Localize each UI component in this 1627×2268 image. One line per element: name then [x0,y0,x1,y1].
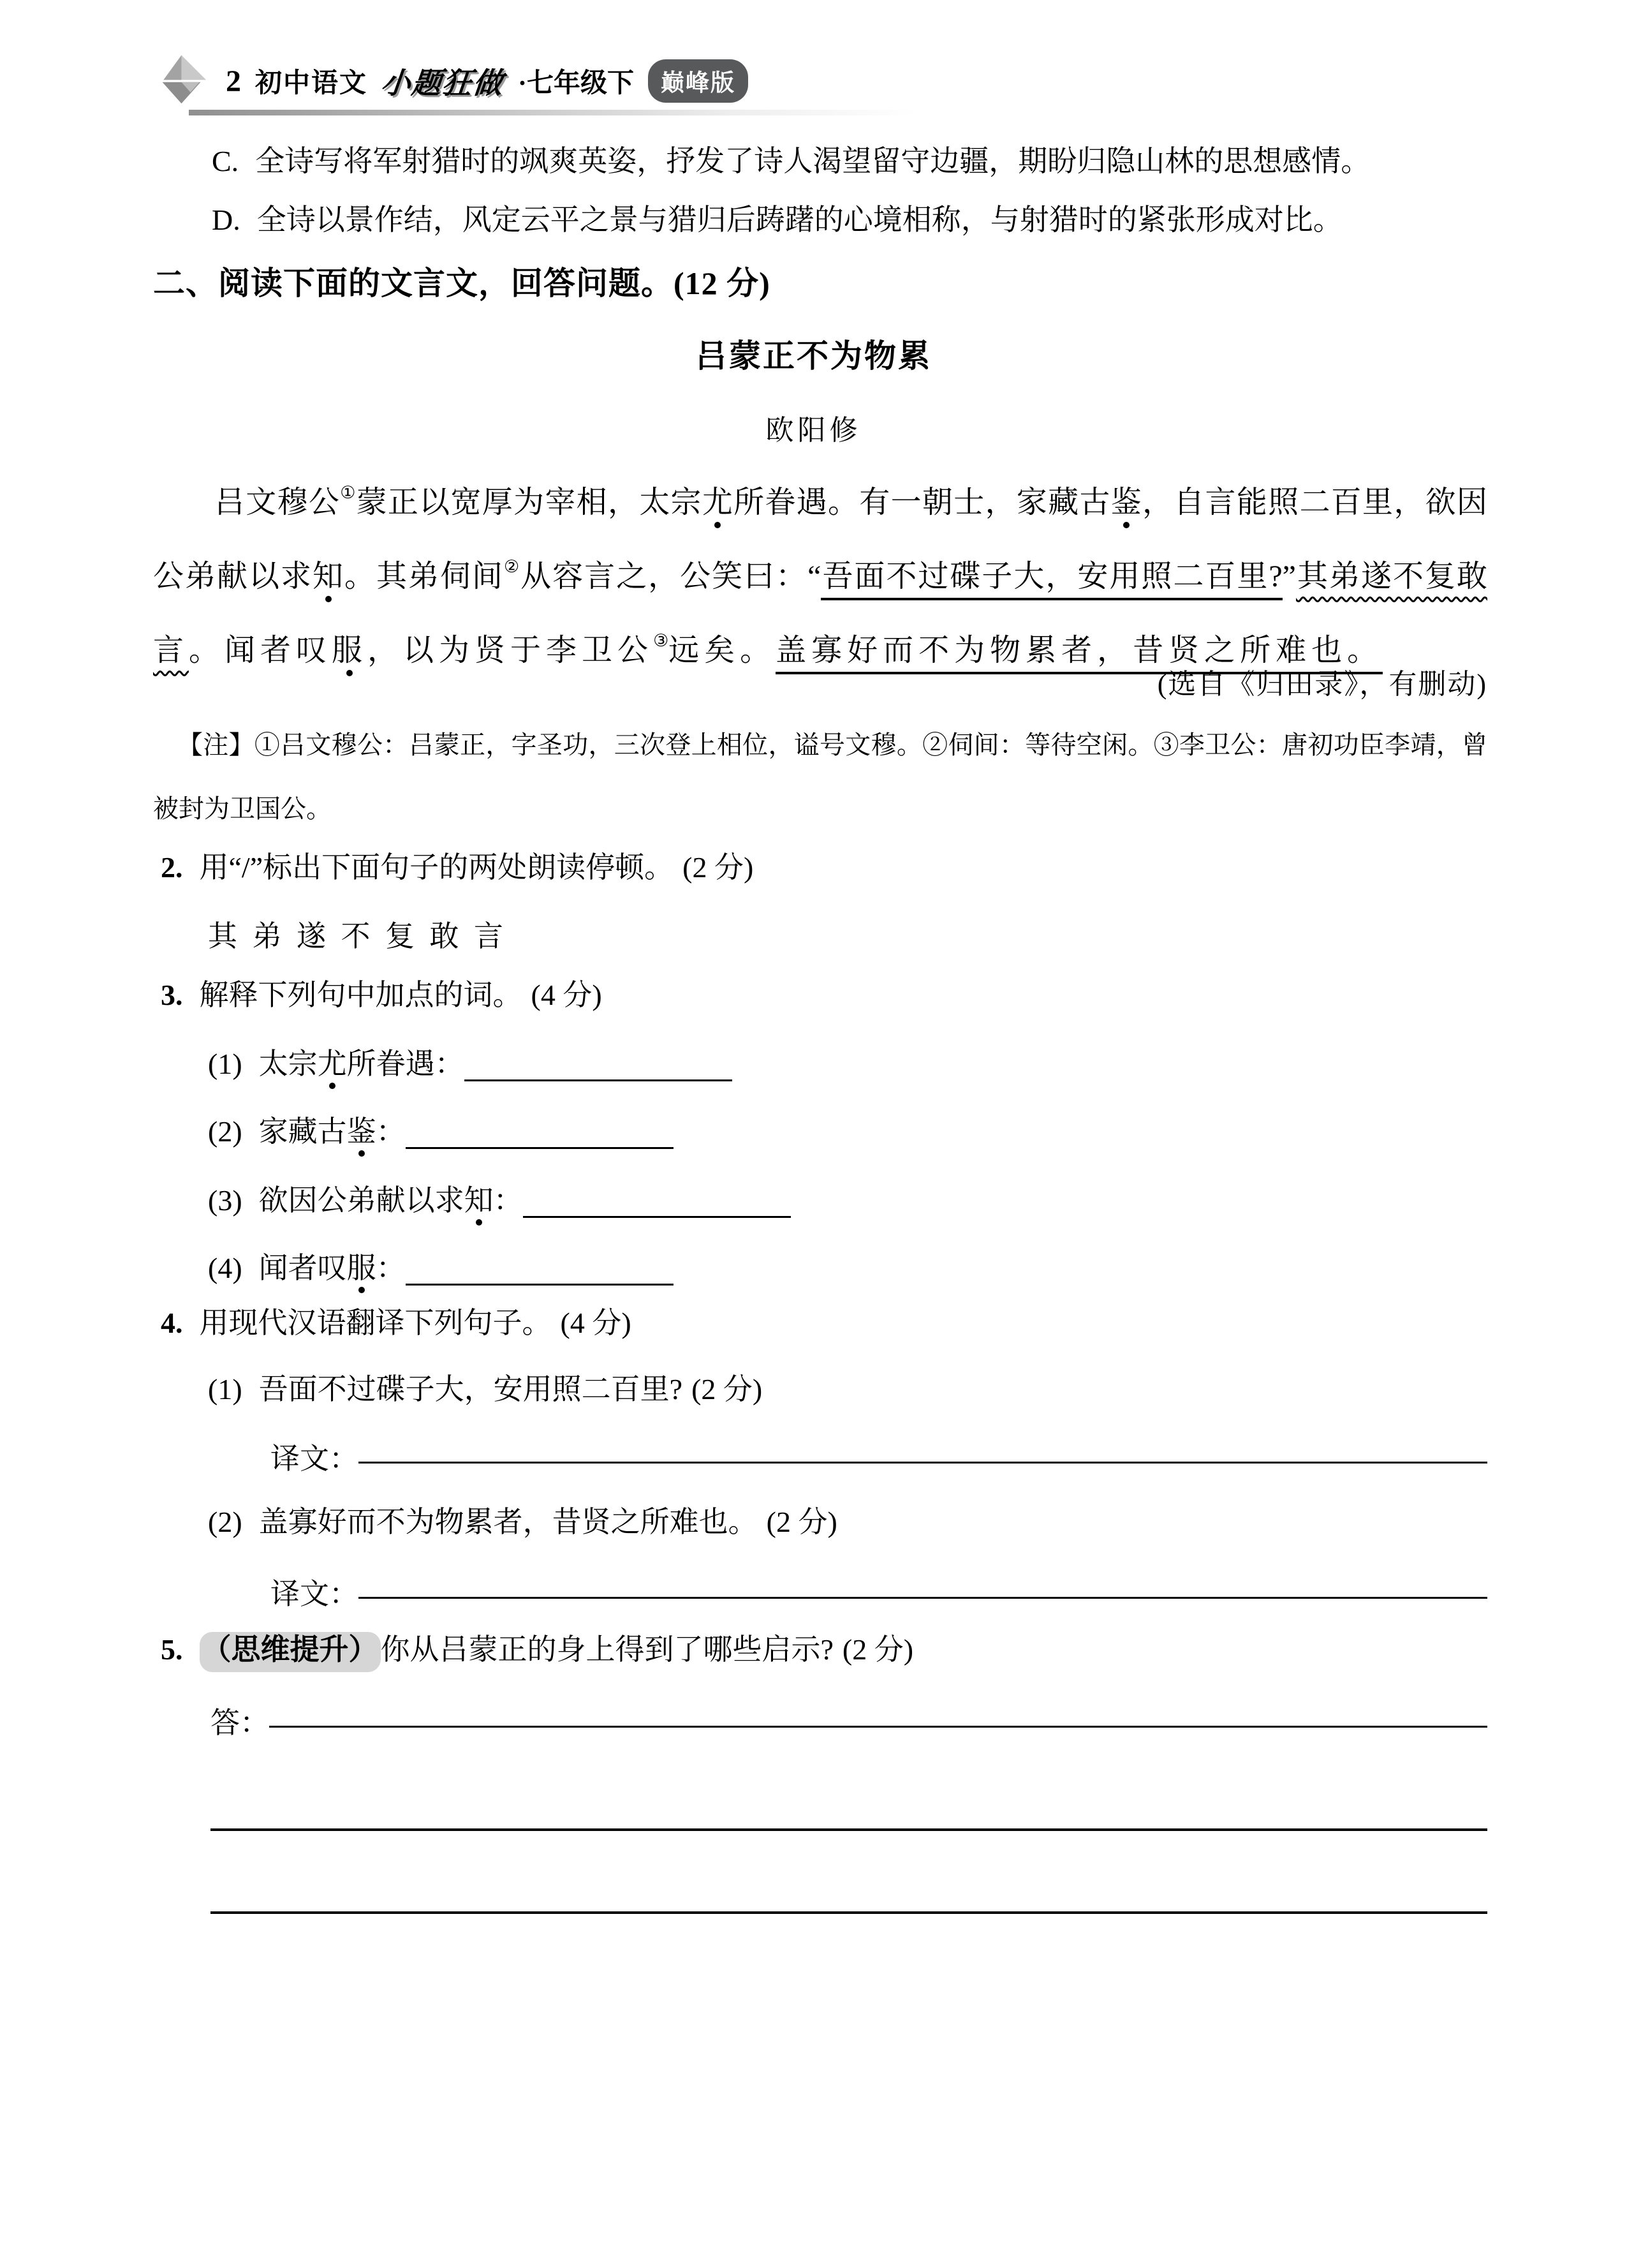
text-segment: ” [1282,560,1296,593]
underlined-clause: 吾面不过碟子大，安用照二百里? [821,560,1282,600]
text-segment: ，以为贤于李卫公 [367,634,654,667]
text-segment: 。闻者叹 [189,634,332,667]
question-3-item-4: (4) 闻者叹服： [208,1249,674,1287]
wavy-underlined-clause: 言 [153,634,189,667]
answer-blank[interactable] [464,1060,732,1081]
underlined-clause: 盖寡好而不为物累者，昔贤之所难也。 [776,634,1383,674]
answer-blank-line[interactable] [269,1726,1487,1728]
ref-marker: ② [504,557,521,576]
question-2-sentence: 其 弟 遂 不 复 敢 言 [208,920,507,952]
answer-row [210,1700,1487,1742]
passage-source: (选自《归田录》，有删动) [1157,669,1487,700]
question-4-number: 4. [161,1307,183,1339]
translation-blank-line[interactable] [358,1462,1487,1464]
emphasized-char: 尤 [317,1048,347,1080]
header-grade: ·七年级下 [518,69,635,98]
passage-line [153,461,1487,535]
question-2-text: 用“/”标出下面句子的两处朗读停顿。 [199,851,674,884]
note-line: 【注】①吕文穆公：吕蒙正，字圣功，三次登上相位，谥号文穆。②伺间：等待空闲。③李卫公：唐初功臣李靖，曾 [177,730,1487,759]
text-segment: 蒙正以宽厚为宰相，太宗 [356,485,702,519]
answer-blank[interactable] [406,1128,674,1149]
question-3 [161,976,602,1014]
question-4 [161,1304,631,1342]
question-5-number: 5. [161,1633,183,1666]
header-brand: 小题狂做 [379,67,506,100]
text-segment: 公弟献以求 [153,560,313,593]
passage-line [153,535,1487,609]
question-5 [161,1631,913,1669]
passage-author: 欧阳修 [765,415,862,446]
translation-label: 译文： [270,1578,358,1610]
translation-row-1 [270,1435,1487,1478]
question-4-item-1: (1) 吾面不过碟子大，安用照二百里? (2 分) [208,1373,763,1405]
translation-blank-line[interactable] [358,1597,1487,1599]
question-2-points: (2 分) [682,851,754,884]
text-segment: 欲因公弟献以求 [258,1184,464,1217]
text-segment: ，自言能照二百里，欲因 [1142,485,1487,519]
option-c-label: C. [212,145,239,177]
answer-label: 答： [210,1707,269,1739]
answer-blank[interactable] [523,1197,791,1218]
translation-label: 译文： [270,1442,358,1475]
question-5-text: 你从吕蒙正的身上得到了哪些启示? [380,1633,834,1666]
question-3-item-2: (2) 家藏古鉴： [208,1113,674,1151]
question-3-item-3: (3) 欲因公弟献以求知： [208,1182,791,1220]
answer-extra-line[interactable] [210,1828,1487,1831]
note-line: 被封为卫国公。 [153,794,332,823]
emphasized-char: 服 [332,634,368,667]
question-3-number: 3. [161,979,183,1011]
header-edition-badge: 巅峰版 [648,59,748,103]
header-subject: 初中语文 [255,69,368,98]
emphasized-char: 知 [464,1184,494,1217]
header-divider [189,110,916,115]
brand-logo-icon [156,52,212,110]
passage-title: 吕蒙正不为物累 [695,338,932,374]
question-4-points: (4 分) [560,1307,631,1339]
emphasized-char: 知 [313,560,344,593]
question-2 [161,849,753,887]
answer-blank[interactable] [406,1264,674,1286]
text-segment: 所眷遇 [346,1048,435,1080]
text-segment: 所眷遇。有一朝士，家藏古 [733,485,1111,519]
emphasized-char: 鉴 [346,1115,376,1148]
question-5-points: (2 分) [842,1633,914,1666]
text-segment: 。其弟伺间 [344,560,504,593]
question-3-text: 解释下列句中加点的词。 [199,979,522,1011]
option-d [212,200,1487,240]
ref-marker: ① [340,483,357,502]
wavy-underlined-clause: 其弟遂不复敢 [1295,560,1487,593]
option-c-text: 全诗写将军射猎时的飒爽英姿，抒发了诗人渴望留守边疆，期盼归隐山林的思想感情。 [255,145,1371,177]
page-header [156,54,748,108]
question-4-text: 用现代汉语翻译下列句子。 [199,1307,552,1339]
section-heading: 二、阅读下面的文言文，回答问题。(12 分) [153,265,770,301]
text-segment: 远矣。 [668,634,776,667]
text-segment: 吕文穆公 [214,485,341,519]
emphasized-char: 鉴 [1110,485,1142,519]
text-segment: 家藏古 [258,1115,347,1148]
text-segment: 太宗 [258,1048,318,1080]
question-2-number: 2. [161,851,183,884]
translation-row-2 [270,1571,1487,1613]
emphasized-char: 服 [346,1252,376,1284]
passage-notes [153,713,1487,841]
option-d-label: D. [212,204,240,236]
question-3-item-1: (1) 太宗尤所眷遇： [208,1045,732,1083]
page-number: 2 [226,64,241,98]
answer-extra-line[interactable] [210,1911,1487,1914]
question-3-points: (4 分) [531,979,602,1011]
emphasized-char: 尤 [702,485,734,519]
question-5-tag: （思维提升） [200,1632,381,1672]
option-c [212,142,1487,181]
ref-marker: ③ [653,631,669,650]
text-segment: 闻者叹 [258,1252,347,1284]
option-d-text: 全诗以景作结，风定云平之景与猎归后踌躇的心境相称，与射猎时的紧张形成对比。 [256,204,1343,236]
question-4-item-2: (2) 盖寡好而不为物累者，昔贤之所难也。 (2 分) [208,1506,837,1538]
passage-body [153,461,1487,683]
text-segment: 从容言之，公笑曰：“ [520,560,821,593]
